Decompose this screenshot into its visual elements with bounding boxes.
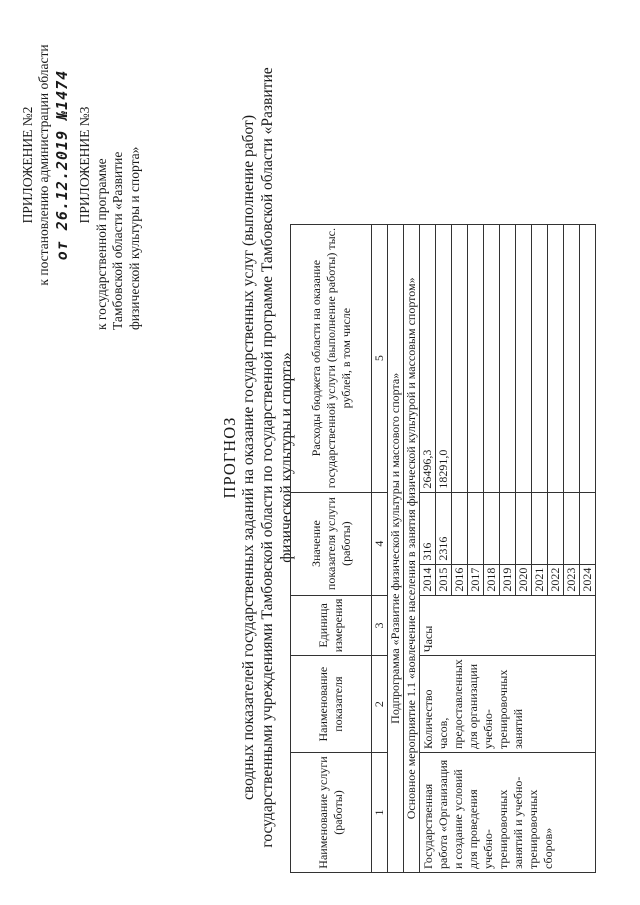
subprogram-row [388,224,404,872]
indicator-value-cell [452,492,468,564]
indicator-value-cell [548,492,564,564]
measure-row [404,224,420,872]
column-number: 3 [372,595,388,656]
year-cell: 2017 [468,564,484,595]
column-header: Наименование услуги (работы) [291,753,372,873]
appendix-program-line: физической культуры и спорта» [126,146,142,330]
expense-cell [580,224,596,492]
table-row [420,224,436,872]
year-cell: 2019 [500,564,516,595]
appendix-title: ПРИЛОЖЕНИЕ №2 [20,106,35,224]
year-cell: 2018 [484,564,500,595]
document-subtitle-line: сводных показателей государственных заданий на оказание государственных услуг (выполнение работ) [240,115,258,800]
appendix-title-2: ПРИЛОЖЕНИЕ №3 [77,106,93,224]
expense-cell [500,224,516,492]
expense-cell [452,224,468,492]
year-cell: 2024 [580,564,596,595]
indicator-value-cell [532,492,548,564]
service-name-cell: Государственная работа «Организация и создание условий для проведения учебно-тренировочных занятий и учебно-тренировочных сборов» [420,753,596,873]
expense-cell [532,224,548,492]
expense-cell [484,224,500,492]
indicator-value-cell [564,492,580,564]
column-number-row [372,224,388,872]
year-cell: 2022 [548,564,564,595]
expense-cell [516,224,532,492]
measure-title: Основное мероприятие 1.1 «вовлечение населения в занятия физической культурой и массовым спортом» [404,224,420,872]
indicator-value-cell: 316 [420,492,436,564]
appendix-block [20,0,143,330]
document-subtitle-line: государственными учреждениями Тамбовской области по государственной программе Тамбовской области «Развитие [259,67,277,848]
appendix-program-line: Тамбовской области «Развитие [110,151,126,330]
expense-cell [548,224,564,492]
year-cell: 2021 [532,564,548,595]
handwritten-date-number: от 26.12.2019 №1474 [52,69,71,261]
column-header: Расходы бюджета области на оказание государственной услуги (выполнение работы) тыс. рублей, в том числе [291,224,372,492]
column-number: 5 [372,224,388,492]
expense-cell: 26496,3 [420,224,436,492]
indicator-value-cell [500,492,516,564]
year-cell: 2016 [452,564,468,595]
indicator-value-cell [468,492,484,564]
unit-cell: Часы [420,595,596,656]
indicator-value-cell [580,492,596,564]
expense-cell [468,224,484,492]
indicator-value-cell [516,492,532,564]
year-cell: 2023 [564,564,580,595]
forecast-table [290,224,596,873]
table-header-row [291,224,372,872]
document-title: ПРОГНОЗ [220,416,239,499]
indicator-value-cell [484,492,500,564]
column-header: Наименование показателя [291,656,372,753]
year-cell: 2015 [436,564,452,595]
column-header: Значение показателя услуги (работы) [291,492,372,595]
column-number: 4 [372,492,388,595]
indicator-value-cell: 2316 [436,492,452,564]
column-number: 1 [372,753,388,873]
appendix-decree-line: к постановлению администрации области [36,44,52,286]
indicator-name-cell: Количество часов, предоставленных для организации учебно-тренировочных занятий [420,656,596,753]
column-number: 2 [372,656,388,753]
document-heading [220,30,297,885]
appendix-program-line: к государственной программе [93,158,109,330]
expense-cell: 18291,0 [436,224,452,492]
year-cell: 2014 [420,564,436,595]
expense-cell [564,224,580,492]
column-header: Единица измерения [291,595,372,656]
year-cell: 2020 [516,564,532,595]
document-subtitle-line: физической культуры и спорта» [277,352,295,563]
subprogram-title: Подпрограмма «Развитие физической культуры и массового спорта» [388,224,404,872]
